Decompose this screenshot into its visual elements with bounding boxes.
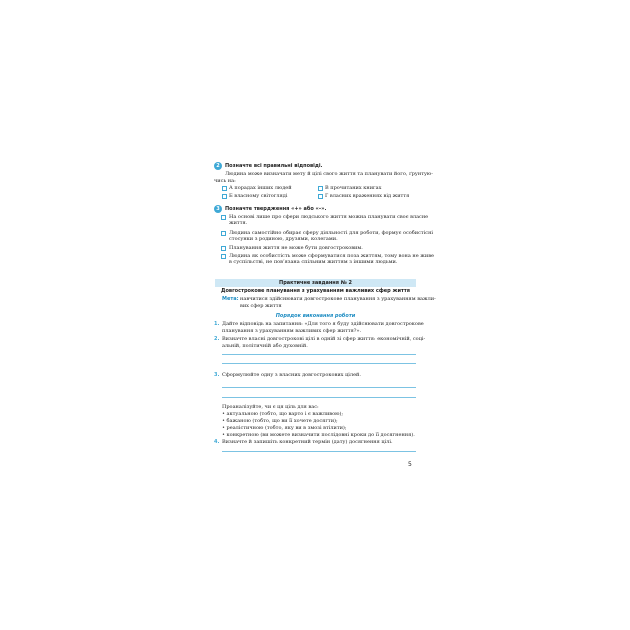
analyze-intro: Проаналізуйте, чи є ця ціль для вас: xyxy=(222,404,319,410)
answer-line[interactable] xyxy=(222,387,416,388)
page-number: 5 xyxy=(408,461,412,468)
option-label: Г власних враженнях від життя xyxy=(325,193,410,199)
step-1-number: 1. xyxy=(214,321,220,327)
task-2-option-a[interactable] xyxy=(222,185,292,191)
checkbox[interactable] xyxy=(222,194,227,199)
item-line-1: Людина як особистість може сформуватися поза життям, тому вона не живе xyxy=(229,253,434,259)
practice-subtitle: Довгострокове планування з урахуванням важливих сфер життя xyxy=(221,288,410,294)
task-2-intro-line-1: Людина може визначати мету й цілі свого життя та планувати його, ґрунтую- xyxy=(225,171,433,177)
goal-label: Мета: xyxy=(222,296,239,302)
task-2-option-c[interactable] xyxy=(318,185,381,191)
item-line-2: життя. xyxy=(229,220,248,227)
option-label: Б власному світогляді xyxy=(229,193,288,199)
answer-line[interactable] xyxy=(222,397,416,398)
item-line-2: в суспільстві, не пов’язана спільним життям з іншими людьми. xyxy=(229,259,398,266)
option-label: В прочитаних книгах xyxy=(325,185,382,191)
goal-line-1: навчитися здійснювати довгострокове планування з урахуванням важли- xyxy=(240,296,436,302)
item-line-1: На основі лише про сфери людського життя можна планувати своє власне xyxy=(229,214,429,220)
task-2-heading: Позначте всі правильні відповіді. xyxy=(225,163,323,169)
answer-line[interactable] xyxy=(222,451,416,452)
answer-line[interactable] xyxy=(222,354,416,355)
task-3-item-3 xyxy=(221,245,363,251)
item-line-1: Людина самостійно обирає сферу діяльності для роботи, формує особистісні xyxy=(229,230,434,236)
criterion-4: • конкретною (ви можете визначити послідовні кроки до її досягнення). xyxy=(222,432,415,438)
checkbox[interactable] xyxy=(318,186,323,191)
checkbox[interactable] xyxy=(221,231,226,236)
task-3-item-4 xyxy=(221,253,434,266)
criterion-2: • бажаною (тобто, що ви її хочете досягти); xyxy=(222,418,338,424)
step-4-number: 4. xyxy=(214,439,220,445)
task-3-number-badge: 3 xyxy=(214,205,222,213)
step-3-line-1: Сформулюйте одну з власних довгострокових цілей. xyxy=(222,372,361,378)
item-line-1: Планування життя не може бути довгостроковим. xyxy=(229,245,363,251)
checkbox[interactable] xyxy=(221,246,226,251)
checkbox[interactable] xyxy=(222,186,227,191)
criterion-1: • актуальною (тобто, що варто і є важливою); xyxy=(222,411,344,417)
task-3-item-2 xyxy=(221,230,433,243)
step-2-line-2: альній, політичній або духовній. xyxy=(222,343,308,349)
task-2-intro-line-2: чись на: xyxy=(214,178,236,184)
answer-line[interactable] xyxy=(222,363,416,364)
step-2-line-1: Визначте власні довгострокові цілі в одній зі сфер життя: економічній, соці- xyxy=(222,336,426,342)
step-4-text: Визначте й запишіть конкретний термін (дату) досягнення цілі. xyxy=(222,439,393,445)
step-3-number: 3. xyxy=(214,372,220,378)
checkbox[interactable] xyxy=(318,194,323,199)
practice-banner xyxy=(215,279,416,287)
practice-banner-title: Практичне завдання № 2 xyxy=(279,279,352,286)
procedure-title: Порядок виконання роботи xyxy=(275,313,356,319)
task-3-item-1 xyxy=(221,214,428,227)
step-1-line-2: планування з урахуванням важливих сфер життя?». xyxy=(222,328,362,334)
option-label: А порадах інших людей xyxy=(229,185,292,191)
step-2-number: 2. xyxy=(214,336,220,342)
task-2-option-b[interactable] xyxy=(222,193,287,199)
task-2-number-badge: 2 xyxy=(214,162,222,170)
task-3-heading: Позначте твердження «+» або «–». xyxy=(225,206,327,212)
criterion-3: • реалістичною (тобто, яку ви в змозі втілити); xyxy=(222,425,347,431)
item-line-2: стосунки з родиною, друзями, колегами. xyxy=(229,236,338,243)
task-2-option-d[interactable] xyxy=(318,193,409,199)
step-1-line-1: Дайте відповідь на запитання: «Для того я буду здійснювати довгострокове xyxy=(222,321,424,327)
checkbox[interactable] xyxy=(221,254,226,259)
goal-line-2: вих сфер життя xyxy=(240,303,282,309)
checkbox[interactable] xyxy=(221,215,226,220)
